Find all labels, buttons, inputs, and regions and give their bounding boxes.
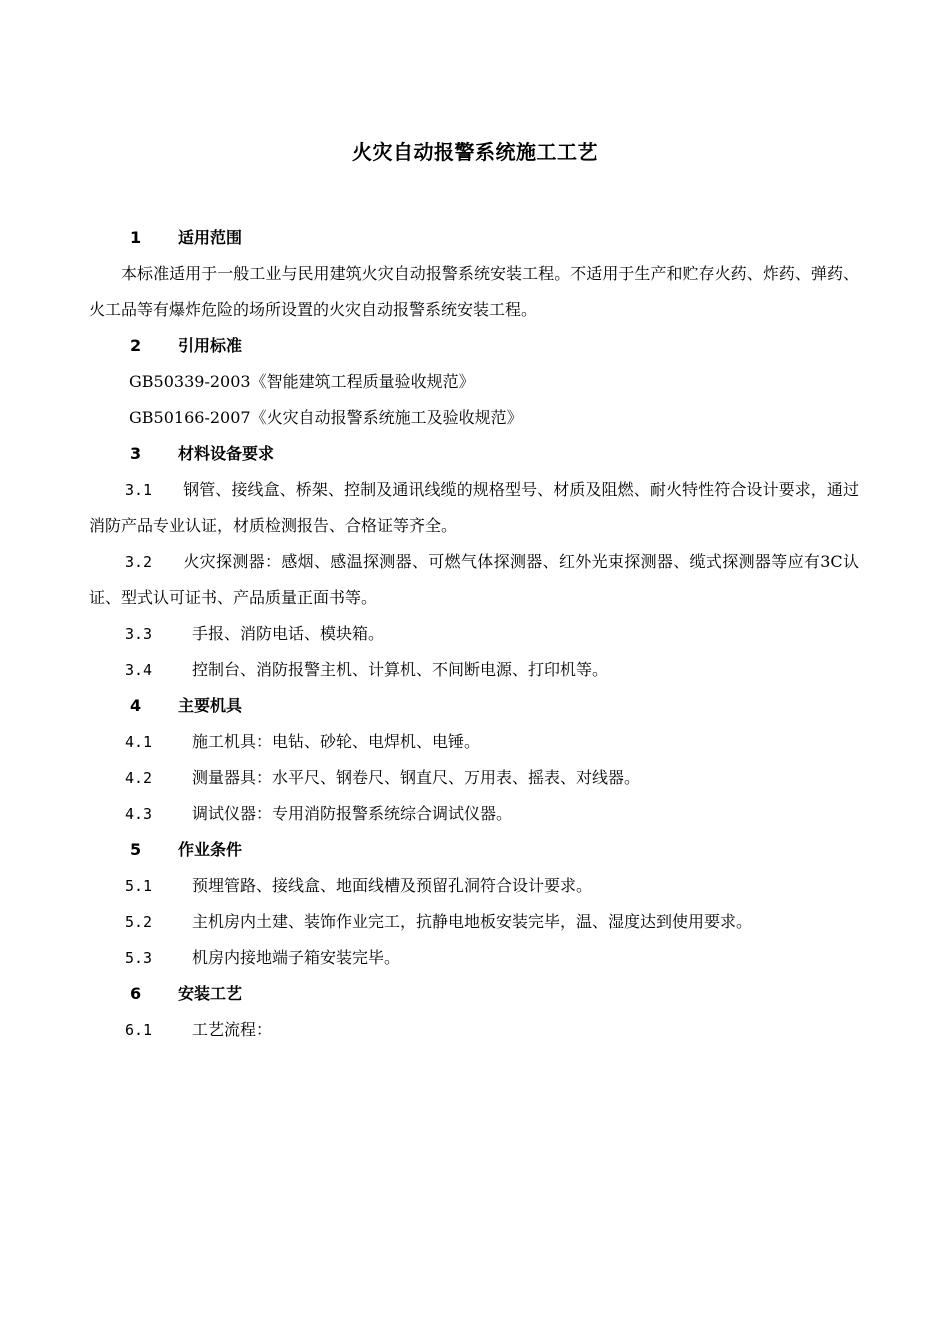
item-number: 4.2 — [125, 769, 153, 787]
section-number: 1 — [130, 228, 142, 247]
section-heading-1 — [89, 220, 859, 256]
item-text: 控制台、消防报警主机、计算机、不间断电源、打印机等。 — [192, 660, 609, 679]
section-heading-2 — [89, 328, 859, 364]
section-title: 引用标准 — [178, 336, 243, 355]
item-number: 5.2 — [125, 913, 153, 931]
section-heading-3 — [89, 436, 859, 472]
document-title: 火灾自动报警系统施工工艺 — [352, 140, 598, 164]
item-text: 机房内接地端子箱安装完毕。 — [192, 948, 401, 967]
reference-standard — [89, 400, 859, 436]
item-text: 主机房内土建、装饰作业完工，抗静电地板安装完毕，温、湿度达到使用要求。 — [192, 912, 753, 931]
section-heading-6 — [89, 976, 859, 1012]
list-item — [89, 796, 859, 832]
reference-text: GB50339-2003《智能建筑工程质量验收规范》 — [129, 372, 475, 391]
item-text: 工艺流程： — [192, 1020, 273, 1039]
section-heading-5 — [89, 832, 859, 868]
item-number: 3.2 — [125, 553, 153, 571]
item-text: 施工机具：电钻、砂轮、电焊机、电锤。 — [192, 732, 481, 751]
list-item — [89, 868, 859, 904]
section-title: 主要机具 — [178, 696, 243, 715]
reference-text: GB50166-2007《火灾自动报警系统施工及验收规范》 — [129, 408, 523, 427]
list-item — [89, 724, 859, 760]
item-text: 预埋管路、接线盒、地面线槽及预留孔洞符合设计要求。 — [192, 876, 593, 895]
section-title: 安装工艺 — [178, 984, 243, 1003]
item-number: 4.1 — [125, 733, 153, 751]
list-item — [89, 904, 859, 940]
section-number: 5 — [130, 840, 142, 859]
item-number: 5.1 — [125, 877, 153, 895]
item-text: 手报、消防电话、模块箱。 — [192, 624, 385, 643]
item-number: 5.3 — [125, 949, 153, 967]
section-number: 6 — [130, 984, 142, 1003]
item-text: 火灾探测器：感烟、感温探测器、可燃气体探测器、红外光束探测器、缆式探测器等应有3C认证、型式认可证书、产品质量正面书等。 — [89, 552, 859, 607]
section-title: 适用范围 — [178, 228, 243, 247]
section-number: 4 — [130, 696, 142, 715]
item-text: 钢管、接线盒、桥架、控制及通讯线缆的规格型号、材质及阻燃、耐火特性符合设计要求，通过消防产品专业认证，材质检测报告、合格证等齐全。 — [89, 480, 859, 535]
scope-paragraph: 本标准适用于一般工业与民用建筑火灾自动报警系统安装工程。不适用于生产和贮存火药、炸药、弹药、火工品等有爆炸危险的场所设置的火灾自动报警系统安装工程。 — [89, 264, 859, 319]
item-text: 测量器具：水平尺、钢卷尺、钢直尺、万用表、摇表、对线器。 — [192, 768, 641, 787]
list-item — [89, 1012, 859, 1048]
section-heading-4 — [89, 688, 859, 724]
section-number: 3 — [130, 444, 142, 463]
list-item — [89, 652, 859, 688]
list-item — [89, 940, 859, 976]
item-text: 调试仪器：专用消防报警系统综合调试仪器。 — [192, 804, 513, 823]
item-number: 3.4 — [125, 661, 153, 679]
section-number: 2 — [130, 336, 142, 355]
list-item — [89, 472, 859, 544]
item-number: 4.3 — [125, 805, 153, 823]
reference-standard — [89, 364, 859, 400]
section-title: 作业条件 — [178, 840, 243, 859]
item-number: 3.3 — [125, 625, 153, 643]
list-item — [89, 616, 859, 652]
section-title: 材料设备要求 — [178, 444, 275, 463]
document-body — [89, 220, 859, 1048]
list-item — [89, 760, 859, 796]
list-item — [89, 544, 859, 616]
item-number: 6.1 — [125, 1021, 153, 1039]
item-number: 3.1 — [125, 481, 153, 499]
